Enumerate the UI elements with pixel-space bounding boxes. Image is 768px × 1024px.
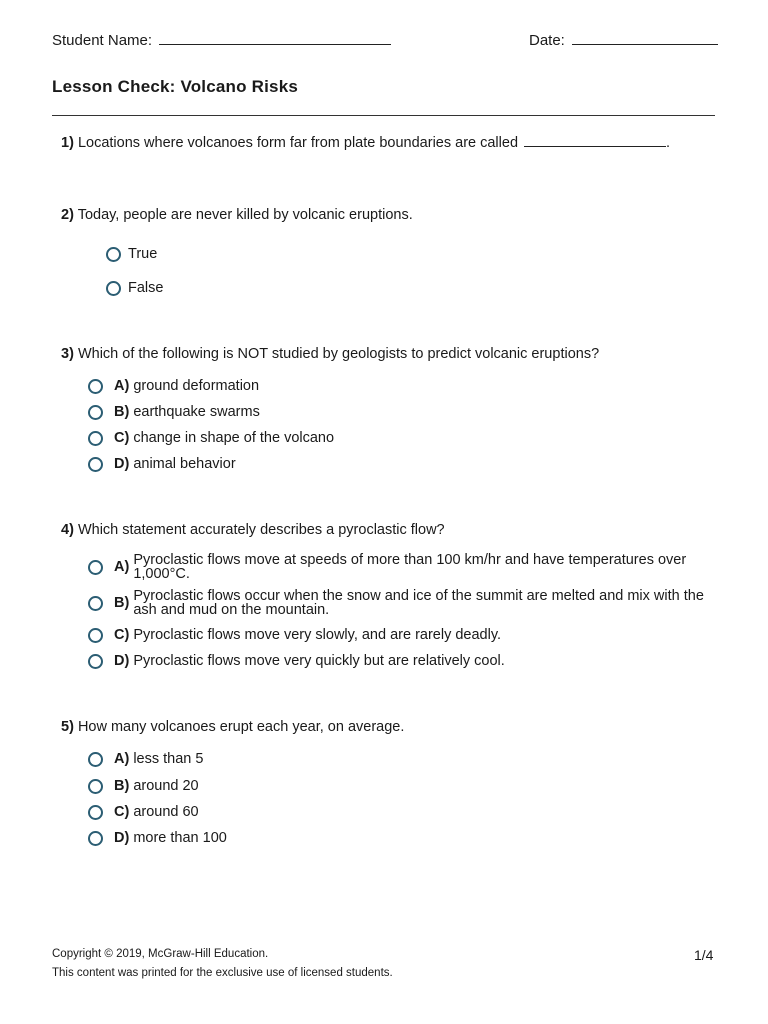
option-letter: D) bbox=[114, 456, 130, 472]
option-5c[interactable] bbox=[88, 802, 199, 822]
question-trailing: . bbox=[666, 135, 671, 151]
question-1 bbox=[61, 135, 670, 151]
option-5b[interactable] bbox=[88, 776, 199, 796]
option-5d[interactable] bbox=[88, 828, 227, 848]
radio-button[interactable] bbox=[88, 831, 103, 846]
radio-button[interactable] bbox=[88, 431, 103, 446]
option-3d[interactable] bbox=[88, 454, 236, 474]
option-label: animal behavior bbox=[133, 456, 236, 472]
question-2 bbox=[61, 207, 413, 223]
radio-button[interactable] bbox=[88, 596, 103, 611]
option-label: around 20 bbox=[133, 778, 199, 794]
radio-button[interactable] bbox=[88, 654, 103, 669]
option-letter: B) bbox=[114, 778, 130, 794]
question-text: How many volcanoes erupt each year, on average. bbox=[77, 719, 405, 735]
page-number: 1/4 bbox=[694, 947, 714, 963]
option-label: False bbox=[128, 280, 164, 296]
radio-button[interactable] bbox=[88, 779, 103, 794]
question-number: 2) bbox=[61, 207, 74, 223]
question-number: 4) bbox=[61, 522, 74, 538]
question-text: Today, people are never killed by volcanic eruptions. bbox=[77, 207, 413, 223]
option-label: Pyroclastic flows occur when the snow and ice of the summit are melted and mix with the ash and mud on the mountain. bbox=[133, 588, 704, 618]
question-number: 1) bbox=[61, 135, 74, 151]
option-3b[interactable] bbox=[88, 402, 260, 422]
question-3 bbox=[61, 346, 599, 362]
option-label: ground deformation bbox=[133, 378, 260, 394]
option-3c[interactable] bbox=[88, 428, 334, 448]
radio-button[interactable] bbox=[88, 405, 103, 420]
option-label: change in shape of the volcano bbox=[133, 430, 335, 446]
option-letter: A) bbox=[114, 378, 130, 394]
option-4c[interactable] bbox=[88, 625, 501, 645]
option-letter: B) bbox=[114, 595, 130, 611]
option-letter: C) bbox=[114, 804, 130, 820]
page-title: Lesson Check: Volcano Risks bbox=[52, 77, 298, 96]
date-field[interactable] bbox=[529, 32, 718, 49]
option-letter: D) bbox=[114, 653, 130, 669]
question-text: Locations where volcanoes form far from plate boundaries are called bbox=[77, 135, 519, 151]
student-name-field[interactable] bbox=[52, 32, 391, 49]
option-letter: D) bbox=[114, 830, 130, 846]
option-letter: A) bbox=[114, 751, 130, 767]
option-label: Pyroclastic flows move very slowly, and are rarely deadly. bbox=[133, 627, 502, 643]
radio-button[interactable] bbox=[106, 281, 121, 296]
option-letter: C) bbox=[114, 430, 130, 446]
option-letter: C) bbox=[114, 627, 130, 643]
radio-button[interactable] bbox=[106, 247, 121, 262]
date-blank[interactable] bbox=[572, 44, 718, 45]
option-5a[interactable] bbox=[88, 749, 203, 769]
option-label: around 60 bbox=[133, 804, 199, 820]
option-4a[interactable] bbox=[88, 553, 708, 581]
question-number: 5) bbox=[61, 719, 74, 735]
option-3a[interactable] bbox=[88, 376, 259, 396]
title-divider bbox=[52, 115, 715, 116]
radio-button[interactable] bbox=[88, 560, 103, 575]
option-false[interactable] bbox=[106, 278, 163, 298]
option-4b[interactable] bbox=[88, 589, 708, 617]
question-number: 3) bbox=[61, 346, 74, 362]
option-label: True bbox=[128, 246, 158, 262]
question-text: Which of the following is NOT studied by geologists to predict volcanic eruptions? bbox=[77, 346, 600, 362]
date-label: Date: bbox=[529, 32, 565, 49]
option-true[interactable] bbox=[106, 244, 157, 264]
option-label: less than 5 bbox=[133, 751, 204, 767]
question-5 bbox=[61, 719, 404, 735]
option-label: more than 100 bbox=[133, 830, 227, 846]
option-label: Pyroclastic flows move very quickly but are relatively cool. bbox=[133, 653, 505, 669]
radio-button[interactable] bbox=[88, 457, 103, 472]
student-name-blank[interactable] bbox=[159, 44, 391, 45]
answer-blank[interactable] bbox=[524, 146, 666, 147]
question-text: Which statement accurately describes a pyroclastic flow? bbox=[77, 522, 445, 538]
option-letter: A) bbox=[114, 559, 130, 575]
radio-button[interactable] bbox=[88, 752, 103, 767]
radio-button[interactable] bbox=[88, 628, 103, 643]
option-4d[interactable] bbox=[88, 651, 505, 671]
radio-button[interactable] bbox=[88, 805, 103, 820]
option-label: Pyroclastic flows move at speeds of more than 100 km/hr and have temperatures over 1,000°C. bbox=[133, 552, 687, 582]
question-4 bbox=[61, 522, 445, 538]
student-name-label: Student Name: bbox=[52, 32, 153, 49]
option-label: earthquake swarms bbox=[133, 404, 260, 420]
footer-copyright: Copyright © 2019, McGraw-Hill Education. bbox=[52, 948, 269, 960]
option-letter: B) bbox=[114, 404, 130, 420]
footer-notice: This content was printed for the exclusive use of licensed students. bbox=[52, 967, 393, 979]
radio-button[interactable] bbox=[88, 379, 103, 394]
